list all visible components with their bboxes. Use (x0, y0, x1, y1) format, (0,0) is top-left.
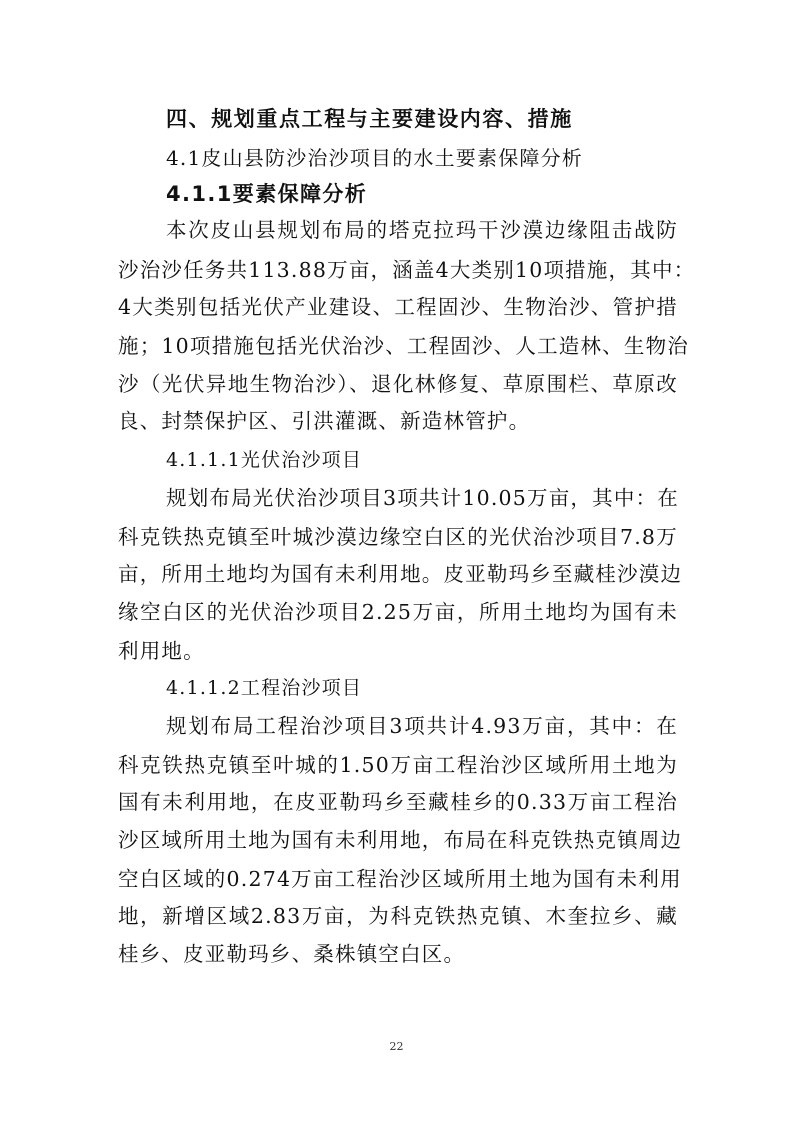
paragraph-line: 国有未利用地，在皮亚勒玛乡至藏桂乡的0.33万亩工程治 (118, 790, 678, 814)
subsection-heading: 4.1皮山县防沙治沙项目的水土要素保障分析 (166, 146, 584, 170)
paragraph-line: 空白区域的0.274万亩工程治沙区域所用土地为国有未利用 (118, 867, 682, 891)
paragraph-line: 规划布局工程治沙项目3项共计4.93万亩，其中：在 (166, 714, 678, 738)
page-number: 22 (389, 1040, 404, 1053)
paragraph-line: 利用地。 (118, 639, 205, 663)
paragraph-line: 沙区域所用土地为国有未利用地，布局在科克铁热克镇周边 (118, 828, 683, 852)
paragraph-line: 沙治沙任务共113.88万亩，涵盖4大类别10项措施，其中： (118, 258, 696, 282)
paragraph-line: 地，新增区域2.83万亩，为科克铁热克镇、木奎拉乡、藏 (118, 904, 678, 928)
section-heading: 四、规划重点工程与主要建设内容、措施 (166, 107, 573, 131)
paragraph-line: 缘空白区的光伏治沙项目2.25万亩，所用土地均为国有未 (118, 600, 678, 624)
paragraph-line: 亩，所用土地均为国有未利用地。皮亚勒玛乡至藏桂沙漠边 (118, 562, 683, 586)
paragraph-line: 桂乡、皮亚勒玛乡、桑株镇空白区。 (118, 942, 466, 966)
paragraph-line: 施；10项措施包括光伏治沙、工程固沙、人工造林、生物治 (118, 334, 689, 358)
paragraph-line: 规划布局光伏治沙项目3项共计10.05万亩，其中：在 (166, 486, 679, 510)
paragraph-line: 科克铁热克镇至叶城沙漠边缘空白区的光伏治沙项目7.8万 (118, 525, 678, 549)
paragraph-line: 科克铁热克镇至叶城的1.50万亩工程治沙区域所用土地为 (118, 753, 678, 777)
paragraph-line: 沙（光伏异地生物治沙）、退化林修复、草原围栏、草原改 (118, 372, 678, 396)
paragraph-line: 良、封禁保护区、引洪灌溉、新造林管护。 (118, 409, 531, 433)
paragraph-line: 本次皮山县规划布局的塔克拉玛干沙漠边缘阻击战防 (166, 218, 678, 242)
subsubsection-heading: 4.1.1要素保障分析 (166, 182, 368, 206)
paragraph-line: 4大类别包括光伏产业建设、工程固沙、生物治沙、管护措 (118, 295, 678, 319)
heading-4112: 4.1.1.2工程治沙项目 (166, 677, 363, 699)
heading-4111: 4.1.1.1光伏治沙项目 (166, 449, 363, 471)
